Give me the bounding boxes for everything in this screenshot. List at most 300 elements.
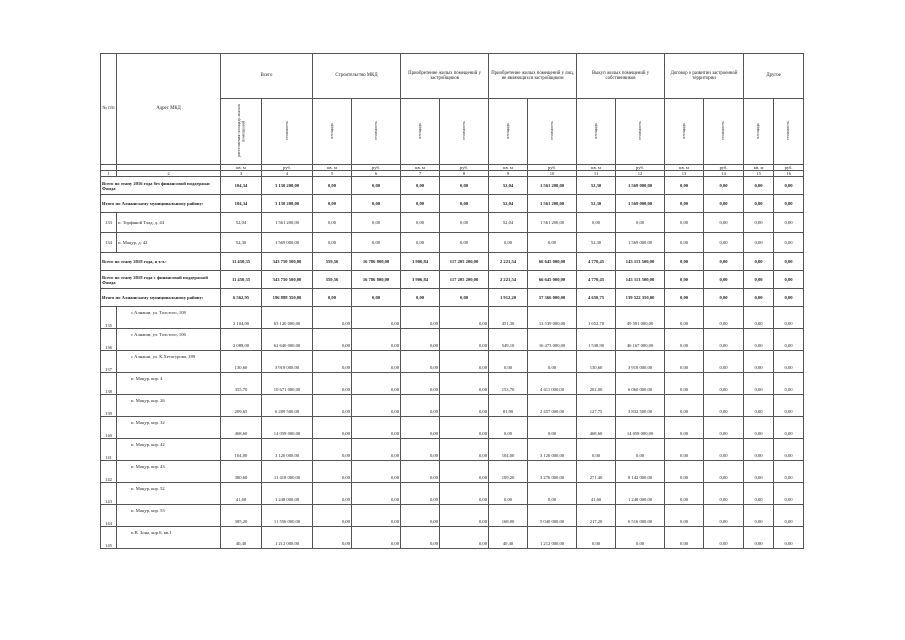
value-cell: 139 522 350,00 — [616, 289, 665, 307]
value-cell: 0,00 — [313, 177, 352, 195]
row-number: 134 — [101, 233, 117, 253]
column-number: 1 — [101, 171, 117, 177]
value-cell: 0,00 — [665, 329, 704, 351]
value-cell: 0,00 — [744, 253, 774, 271]
value-cell: 11 450,35 — [221, 253, 262, 271]
value-cell: 0,00 — [313, 461, 352, 483]
value-cell: 0,00 — [440, 351, 489, 373]
value-cell: 153,70 — [489, 373, 528, 395]
value-cell: 468,60 — [577, 417, 616, 439]
value-cell: 0,00 — [528, 483, 577, 505]
value-cell: 0,00 — [704, 351, 744, 373]
group-header-total: Всего — [221, 54, 313, 99]
value-cell: 0,00 — [440, 505, 489, 527]
row-number: 142 — [101, 461, 117, 483]
value-cell: 62 640 000,00 — [262, 329, 313, 351]
row-number: 141 — [101, 439, 117, 461]
value-cell: 0,00 — [440, 527, 489, 549]
value-cell: 52,04 — [489, 213, 528, 233]
value-cell: 0,00 — [489, 417, 528, 439]
address-header: Адрес МКД — [117, 54, 221, 165]
value-cell: 0,00 — [352, 439, 401, 461]
value-cell: 0,00 — [489, 483, 528, 505]
group-header-construction: Строительство МКД — [313, 54, 401, 99]
value-cell: 0,00 — [704, 439, 744, 461]
value-cell: 4 770,45 — [577, 271, 616, 289]
value-cell: 0,00 — [665, 483, 704, 505]
value-cell: 46 167 000,00 — [616, 329, 665, 351]
value-cell: 52,04 — [221, 213, 262, 233]
value-cell: 130,60 — [221, 351, 262, 373]
value-cell: 0,00 — [665, 177, 704, 195]
address-cell: п.В. Зона, кор.6, кв.1 — [117, 527, 221, 549]
value-cell: 14 058 000,00 — [262, 417, 313, 439]
value-cell: 41,60 — [221, 483, 262, 505]
value-cell: 468,60 — [221, 417, 262, 439]
value-cell: 1 569 000,00 — [616, 195, 665, 213]
column-number: 7 — [401, 171, 440, 177]
value-cell: 117 205 200,00 — [440, 253, 489, 271]
row-number: 138 — [101, 373, 117, 395]
subheader-cost: стоимость — [704, 99, 744, 165]
value-cell: 0,00 — [744, 395, 774, 417]
value-cell: 14 058 000,00 — [616, 417, 665, 439]
summary-label: Итого по Алнашскому муниципальному району: — [101, 195, 221, 213]
table-row — [101, 213, 804, 233]
value-cell: 0,00 — [744, 351, 774, 373]
value-cell: 0,00 — [352, 233, 401, 253]
value-cell: 52,04 — [489, 177, 528, 195]
value-cell: 0,00 — [313, 373, 352, 395]
value-cell: 0,00 — [440, 373, 489, 395]
value-cell: 0,00 — [401, 461, 440, 483]
value-cell: 0,00 — [313, 505, 352, 527]
subheader-cost: стоимость — [774, 99, 804, 165]
unit-label: кв. м — [313, 165, 352, 171]
value-cell: 52,30 — [577, 177, 616, 195]
summary-row — [101, 253, 804, 271]
value-cell: 8 142 000,00 — [616, 461, 665, 483]
value-cell: 0,00 — [665, 253, 704, 271]
value-cell: 0,00 — [704, 213, 744, 233]
table-row — [101, 527, 804, 549]
value-cell: 0,00 — [774, 417, 804, 439]
value-cell: 4 770,45 — [577, 253, 616, 271]
value-cell: 1 652,70 — [577, 307, 616, 329]
unit-label: кв. м — [744, 165, 774, 171]
value-cell: 0,00 — [616, 439, 665, 461]
table-row — [101, 483, 804, 505]
value-cell: 66 645 000,00 — [528, 271, 577, 289]
value-cell: 0,00 — [665, 527, 704, 549]
value-cell: 3 918 000,00 — [262, 351, 313, 373]
value-cell: 0,00 — [704, 483, 744, 505]
value-cell: 57 366 000,00 — [528, 289, 577, 307]
value-cell: 0,00 — [528, 351, 577, 373]
value-cell: 0,00 — [401, 527, 440, 549]
value-cell: 0,00 — [665, 395, 704, 417]
column-number: 2 — [117, 171, 221, 177]
value-cell: 16 786 800,00 — [352, 253, 401, 271]
value-cell: 0,00 — [744, 213, 774, 233]
value-cell: 0,00 — [352, 527, 401, 549]
value-cell: 0,00 — [440, 307, 489, 329]
value-cell: 0,00 — [401, 351, 440, 373]
value-cell: 1 248 000,00 — [262, 483, 313, 505]
value-cell: 4 611 000,00 — [528, 373, 577, 395]
value-cell: 0,00 — [744, 233, 774, 253]
value-cell: 0,00 — [774, 527, 804, 549]
value-cell: 380,60 — [221, 461, 262, 483]
address-cell: п. Мацур, кор. 32 — [117, 417, 221, 439]
value-cell: 0,00 — [665, 233, 704, 253]
unit-label: руб. — [440, 165, 489, 171]
value-cell: 1 561 200,00 — [528, 195, 577, 213]
value-cell: 0,00 — [774, 253, 804, 271]
value-cell: 0,00 — [577, 527, 616, 549]
value-cell: 0,00 — [440, 195, 489, 213]
value-cell: 0,00 — [401, 177, 440, 195]
address-cell: п. Мацур, кор. 4 — [117, 373, 221, 395]
subheader-area: площадь — [577, 99, 616, 165]
value-cell: 0,00 — [774, 177, 804, 195]
value-cell: 1 538,90 — [577, 329, 616, 351]
value-cell: 0,00 — [313, 527, 352, 549]
address-cell: п. Мацур, д. 42 — [117, 233, 221, 253]
value-cell: 11 450,35 — [221, 271, 262, 289]
value-cell: 0,00 — [704, 195, 744, 213]
value-cell: 0,00 — [665, 417, 704, 439]
row-number: 135 — [101, 307, 117, 329]
value-cell: 0,00 — [401, 373, 440, 395]
row-number: 133 — [101, 213, 117, 233]
summary-row — [101, 289, 804, 307]
address-cell: п. Мацур, кор. 42 — [117, 439, 221, 461]
column-number: 6 — [352, 171, 401, 177]
value-cell: 0,00 — [577, 439, 616, 461]
subheader-area: площадь — [489, 99, 528, 165]
column-number: 13 — [665, 171, 704, 177]
unit-label: кв. м — [489, 165, 528, 171]
table-row — [101, 417, 804, 439]
table-row — [101, 439, 804, 461]
value-cell: 0,00 — [744, 271, 774, 289]
value-cell: 0,00 — [489, 233, 528, 253]
value-cell: 0,00 — [774, 461, 804, 483]
value-cell: 3 130 200,00 — [262, 177, 313, 195]
address-cell: п. Мацур, кор. 43 — [117, 461, 221, 483]
column-number: 16 — [774, 171, 804, 177]
row-number: 139 — [101, 395, 117, 417]
unit-label: кв. м — [401, 165, 440, 171]
value-cell: 0,00 — [313, 329, 352, 351]
value-cell: 0,00 — [704, 395, 744, 417]
value-cell: 11 418 000,00 — [262, 461, 313, 483]
row-number: 144 — [101, 505, 117, 527]
value-cell: 0,00 — [401, 233, 440, 253]
value-cell: 52,30 — [577, 233, 616, 253]
value-cell: 109,20 — [489, 461, 528, 483]
group-header-developer-purchase: Приобретение жилых помещений у застройщиков — [401, 54, 489, 99]
value-cell: 0,00 — [313, 439, 352, 461]
value-cell: 52,30 — [221, 233, 262, 253]
table-row — [101, 505, 804, 527]
value-cell: 0,00 — [616, 527, 665, 549]
column-number: 10 — [528, 171, 577, 177]
value-cell: 355,70 — [221, 373, 262, 395]
value-cell: 217,20 — [577, 505, 616, 527]
value-cell: 143 113 500,00 — [616, 271, 665, 289]
value-cell: 0,00 — [352, 461, 401, 483]
value-cell: 0,00 — [440, 233, 489, 253]
table-row — [101, 395, 804, 417]
value-cell: 0,00 — [774, 213, 804, 233]
value-cell: 0,00 — [774, 195, 804, 213]
address-cell: п. Торфяной Тлад, д. 44 — [117, 213, 221, 233]
value-cell: 104,34 — [221, 177, 262, 195]
value-cell: 0,00 — [774, 233, 804, 253]
value-cell: 0,00 — [401, 439, 440, 461]
value-cell: 0,00 — [352, 351, 401, 373]
value-cell: 0,00 — [774, 505, 804, 527]
address-cell: с Алнаши, ул. Толстого, 106 — [117, 329, 221, 351]
value-cell: 0,00 — [744, 417, 774, 439]
unit-label: руб. — [528, 165, 577, 171]
value-cell: 1 569 000,00 — [616, 177, 665, 195]
value-cell: 0,00 — [352, 195, 401, 213]
value-cell: 3 120 000,00 — [262, 439, 313, 461]
value-cell: 0,00 — [744, 505, 774, 527]
value-cell: 0,00 — [401, 417, 440, 439]
value-cell: 2 221,54 — [489, 253, 528, 271]
value-cell: 6 516 000,00 — [616, 505, 665, 527]
value-cell: 0,00 — [401, 329, 440, 351]
value-cell: 1 561 200,00 — [528, 177, 577, 195]
value-cell: 0,00 — [704, 289, 744, 307]
value-cell: 0,00 — [665, 271, 704, 289]
value-cell: 0,00 — [774, 395, 804, 417]
value-cell: 0,00 — [440, 483, 489, 505]
value-cell: 1 212 000,00 — [528, 527, 577, 549]
value-cell: 0,00 — [665, 351, 704, 373]
value-cell: 0,00 — [401, 195, 440, 213]
housing-program-table-sheet — [100, 53, 803, 570]
column-number: 14 — [704, 171, 744, 177]
unit-label: руб. — [616, 165, 665, 171]
value-cell: 0,00 — [744, 461, 774, 483]
subheader-cost: стоимость — [352, 99, 401, 165]
unit-label: руб. — [774, 165, 804, 171]
value-cell: 3 918 000,00 — [616, 351, 665, 373]
value-cell: 0,00 — [616, 213, 665, 233]
value-cell: 0,00 — [774, 483, 804, 505]
table-row — [101, 461, 804, 483]
value-cell: 5 040 000,00 — [528, 505, 577, 527]
column-number: 5 — [313, 171, 352, 177]
unit-label: руб. — [262, 165, 313, 171]
value-cell: 559,56 — [313, 253, 352, 271]
value-cell: 0,00 — [401, 307, 440, 329]
value-cell: 10 671 000,00 — [262, 373, 313, 395]
unit-label: кв. м — [665, 165, 704, 171]
value-cell: 168,00 — [489, 505, 528, 527]
subheader-area: площадь — [744, 99, 774, 165]
value-cell: 0,00 — [774, 439, 804, 461]
value-cell: 0,00 — [744, 177, 774, 195]
subheader-area: площадь — [401, 99, 440, 165]
value-cell: 0,00 — [774, 373, 804, 395]
value-cell: 0,00 — [665, 289, 704, 307]
summary-row — [101, 195, 804, 213]
value-cell: 0,00 — [352, 483, 401, 505]
subheader-area: площадь — [665, 99, 704, 165]
value-cell: 1 248 000,00 — [616, 483, 665, 505]
value-cell: 1 569 000,00 — [616, 233, 665, 253]
value-cell: 41,60 — [577, 483, 616, 505]
value-cell: 0,00 — [313, 395, 352, 417]
value-cell: 2 088,00 — [221, 329, 262, 351]
value-cell: 0,00 — [352, 417, 401, 439]
address-cell: с Алнаши, ул. Толстого, 108 — [117, 307, 221, 329]
value-cell: 0,00 — [528, 417, 577, 439]
address-cell: п. Мацур, кор. 26 — [117, 395, 221, 417]
num-header: № п/п — [101, 54, 117, 165]
value-cell: 0,00 — [774, 351, 804, 373]
summary-label: Всего по этапу 2018 года с финансовой поддержкой Фонда — [101, 271, 221, 289]
value-cell: 0,00 — [313, 417, 352, 439]
value-cell: 451,30 — [489, 307, 528, 329]
summary-label: Итого по Алнашскому муниципальному району: — [101, 289, 221, 307]
resettlement-table — [100, 53, 804, 549]
value-cell: 49 581 000,00 — [616, 307, 665, 329]
group-header-buyout: Выкуп жилых помещений у собственников — [577, 54, 665, 99]
value-cell: 104,00 — [489, 439, 528, 461]
value-cell: 0,00 — [313, 483, 352, 505]
row-number: 140 — [101, 417, 117, 439]
value-cell: 0,00 — [704, 527, 744, 549]
value-cell: 0,00 — [440, 329, 489, 351]
table-row — [101, 307, 804, 329]
value-cell: 130,60 — [577, 351, 616, 373]
value-cell: 3 120 000,00 — [528, 439, 577, 461]
value-cell: 202,00 — [577, 373, 616, 395]
value-cell: 11 556 000,00 — [262, 505, 313, 527]
value-cell: 0,00 — [313, 289, 352, 307]
subheader-total-area: расселяемая площадь жилых помещений — [221, 99, 262, 165]
value-cell: 0,00 — [665, 439, 704, 461]
value-cell: 0,00 — [665, 373, 704, 395]
value-cell: 40,40 — [221, 527, 262, 549]
value-cell: 209,65 — [221, 395, 262, 417]
value-cell: 0,00 — [440, 439, 489, 461]
value-cell: 0,00 — [665, 461, 704, 483]
unit-label: руб. — [352, 165, 401, 171]
value-cell: 0,00 — [744, 527, 774, 549]
value-cell: 1 212 000,00 — [262, 527, 313, 549]
value-cell: 0,00 — [401, 213, 440, 233]
summary-row — [101, 177, 804, 195]
value-cell: 117 205 200,00 — [440, 271, 489, 289]
value-cell: 0,00 — [744, 329, 774, 351]
value-cell: 6 562,95 — [221, 289, 262, 307]
value-cell: 1 569 000,00 — [262, 233, 313, 253]
value-cell: 0,00 — [704, 417, 744, 439]
value-cell: 40,40 — [489, 527, 528, 549]
column-number: 3 — [221, 171, 262, 177]
value-cell: 196 888 350,00 — [262, 289, 313, 307]
value-cell: 0,00 — [665, 505, 704, 527]
subheader-cost: стоимость — [440, 99, 489, 165]
value-cell: 0,00 — [704, 253, 744, 271]
row-number: 143 — [101, 483, 117, 505]
value-cell: 1 561 200,00 — [528, 213, 577, 233]
subheader-area: площадь — [313, 99, 352, 165]
column-number: 8 — [440, 171, 489, 177]
value-cell: 0,00 — [744, 289, 774, 307]
value-cell: 0,00 — [313, 195, 352, 213]
value-cell: 0,00 — [744, 195, 774, 213]
table-row — [101, 329, 804, 351]
value-cell: 66 645 000,00 — [528, 253, 577, 271]
value-cell: 0,00 — [352, 289, 401, 307]
value-cell: 0,00 — [577, 213, 616, 233]
value-cell: 343 750 500,00 — [262, 271, 313, 289]
value-cell: 1 912,20 — [489, 289, 528, 307]
value-cell: 0,00 — [704, 233, 744, 253]
value-cell: 0,00 — [704, 307, 744, 329]
value-cell: 0,00 — [440, 177, 489, 195]
value-cell: 0,00 — [401, 483, 440, 505]
value-cell: 0,00 — [440, 289, 489, 307]
address-cell: с Алнаши, ул. К.Хетагурова, 189 — [117, 351, 221, 373]
value-cell: 0,00 — [704, 177, 744, 195]
value-cell: 104,34 — [221, 195, 262, 213]
value-cell: 0,00 — [401, 395, 440, 417]
summary-label: Всего по этапу 2016 года без финансовой поддержки Фонда — [101, 177, 221, 195]
row-number: 136 — [101, 329, 117, 351]
value-cell: 81,90 — [489, 395, 528, 417]
subheader-total-cost: стоимость — [262, 99, 313, 165]
value-cell: 0,00 — [401, 505, 440, 527]
value-cell: 0,00 — [313, 233, 352, 253]
value-cell: 2 457 000,00 — [528, 395, 577, 417]
value-cell: 0,00 — [704, 271, 744, 289]
value-cell: 0,00 — [744, 307, 774, 329]
value-cell: 0,00 — [313, 351, 352, 373]
value-cell: 0,00 — [401, 289, 440, 307]
table-row — [101, 233, 804, 253]
value-cell: 2 221,54 — [489, 271, 528, 289]
subheader-cost: стоимость — [528, 99, 577, 165]
value-cell: 0,00 — [489, 351, 528, 373]
value-cell: 0,00 — [774, 271, 804, 289]
group-header-non-developer-purchase: Приобретение жилых помещений у лиц, не являющихся застройщиком — [489, 54, 577, 99]
column-number: 4 — [262, 171, 313, 177]
address-cell: п. Мацур, кор. 53 — [117, 505, 221, 527]
value-cell: 6 060 000,00 — [616, 373, 665, 395]
value-cell: 0,00 — [352, 329, 401, 351]
value-cell: 4 650,75 — [577, 289, 616, 307]
value-cell: 0,00 — [352, 307, 401, 329]
table-row — [101, 373, 804, 395]
value-cell: 0,00 — [352, 505, 401, 527]
value-cell: 127,75 — [577, 395, 616, 417]
value-cell: 3 906,84 — [401, 253, 440, 271]
header-group-row — [101, 54, 804, 99]
value-cell: 6 289 500,00 — [262, 395, 313, 417]
value-cell: 0,00 — [665, 213, 704, 233]
summary-label: Всего по этапу 2018 года, в т.ч.: — [101, 253, 221, 271]
